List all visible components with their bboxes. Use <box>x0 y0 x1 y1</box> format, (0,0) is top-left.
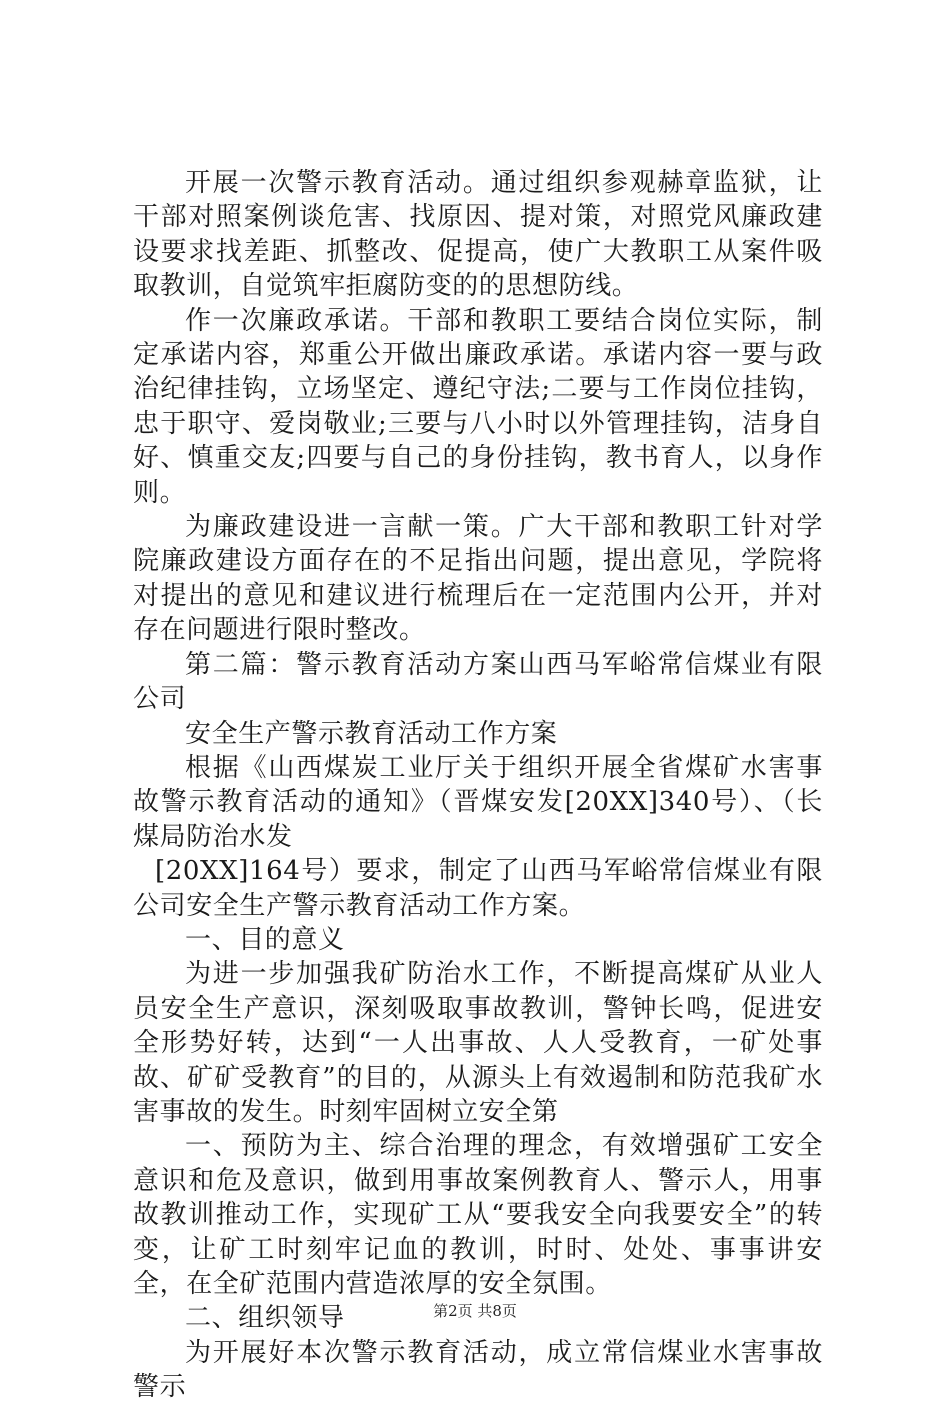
paragraph: 作一次廉政承诺。干部和教职工要结合岗位实际，制定承诺内容，郑重公开做出廉政承诺。承诺内容一要与政治纪律挂钩，立场坚定、遵纪守法;二要与工作岗位挂钩，忠于职守、爱岗敬业;三要与八小时以外管理挂钩，洁身自好、慎重交友;四要与自己的身份挂钩，教书育人，以身作则。 <box>133 305 823 508</box>
section-heading: 第二篇：警示教育活动方案山西马军峪常信煤业有限公司 <box>133 649 823 715</box>
section-heading: 二、组织领导 <box>185 1303 345 1334</box>
paragraph: 一、预防为主、综合治理的理念，有效增强矿工安全意识和危及意识，做到用事故案例教育人、警示人，用事故教训推动工作，实现矿工从“要我安全向我要安全”的转变，让矿工时刻牢记血的教训，时时、处处、事事讲安全，在全矿范围内营造浓厚的安全氛围。 <box>133 1131 823 1299</box>
paragraph: 为廉政建设进一言献一策。广大干部和教职工针对学院廉政建设方面存在的不足指出问题，提出意见，学院将对提出的意见和建议进行梳理后在一定范围内公开，并对存在问题进行限时整改。 <box>133 512 823 646</box>
section-heading: 一、目的意义 <box>185 924 345 955</box>
section-heading: 安全生产警示教育活动工作方案 <box>185 718 558 749</box>
paragraph: 根据《山西煤炭工业厅关于组织开展全省煤矿水害事故警示教育活动的通知》（晋煤安发[20XX]340号）、（长煤局防治水发 <box>133 752 823 852</box>
paragraph: 为开展好本次警示教育活动，成立常信煤业水害事故警示 <box>133 1337 823 1403</box>
paragraph: [20XX]164号）要求，制定了山西马军峪常信煤业有限公司安全生产警示教育活动工作方案。 <box>133 856 823 921</box>
page-footer: 第2页 共8页 <box>433 1302 517 1320</box>
paragraph: 开展一次警示教育活动。通过组织参观赫章监狱，让干部对照案例谈危害、找原因、提对策，对照党风廉政建设要求找差距、抓整改、促提高，使广大教职工从案件吸取教训，自觉筑牢拒腐防变的的思想防线。 <box>133 168 823 302</box>
body-text <box>133 166 823 1405</box>
paragraph: 为进一步加强我矿防治水工作，不断提高煤矿从业人员安全生产意识，深刻吸取事故教训，警钟长鸣，促进安全形势好转，达到“一人出事故、人人受教育，一矿处事故、矿矿受教育”的目的，从源头上有效遏制和防范我矿水害事故的发生。时刻牢固树立安全第 <box>133 959 823 1127</box>
